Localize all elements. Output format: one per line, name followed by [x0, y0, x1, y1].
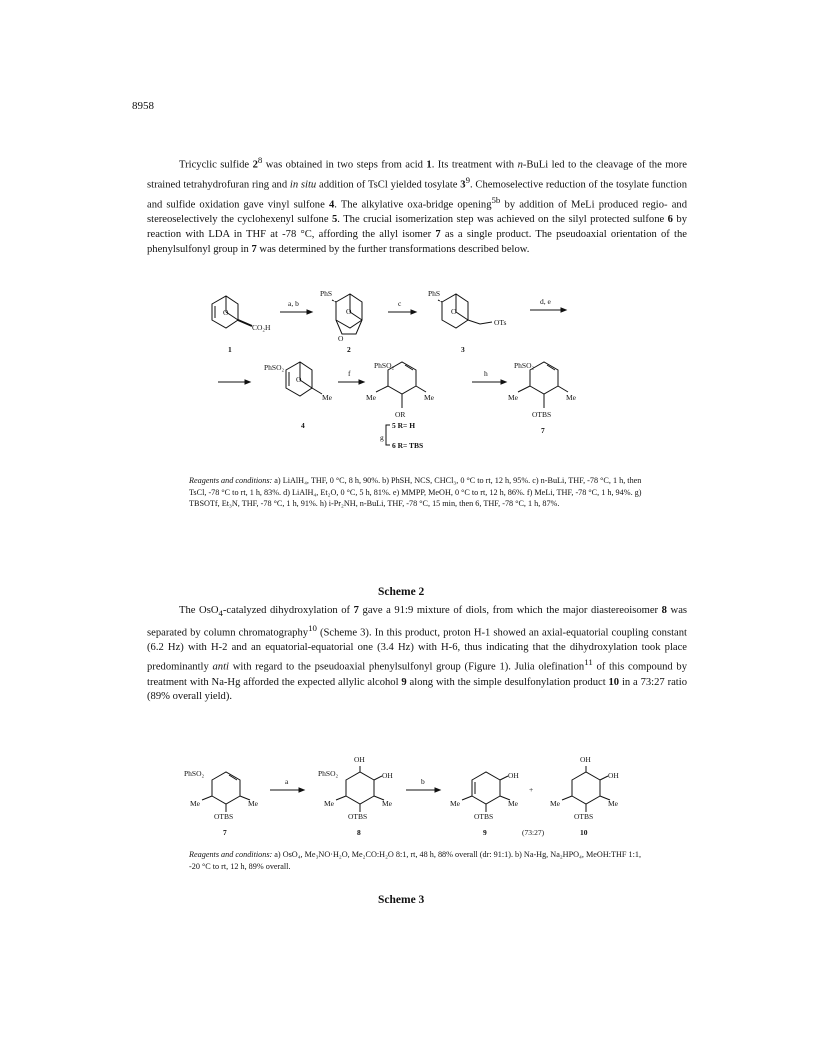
atom-label: PhSO₂ [374, 361, 395, 370]
atom-label: O [338, 334, 344, 343]
arrow-label: b [421, 777, 425, 786]
compound-ref: 7 [251, 243, 257, 255]
text: -BuLi led to the cleavage of the more strained tetrahydrofuran ring and [147, 159, 687, 191]
compound-4-structure [286, 362, 322, 396]
compound-ref: 2 [252, 159, 258, 171]
reference: 9 [465, 175, 470, 186]
compound-ref: 9 [401, 676, 407, 688]
scheme-3-diagram [176, 755, 656, 844]
reference: 11 [584, 657, 593, 668]
atom-label: OH [608, 771, 619, 780]
atom-label: PhSO₂ [264, 363, 285, 372]
paragraph-2 [147, 604, 687, 705]
arrow-label: c [398, 299, 402, 308]
reference: 8 [257, 155, 263, 165]
atom-label: Me [508, 799, 518, 808]
compound-8-structure [336, 766, 384, 812]
atom-label: OTs [494, 318, 507, 327]
compound-ref: 7 [353, 605, 359, 616]
scheme-3-title: Scheme 3 [378, 894, 425, 906]
arrow-label: a [285, 777, 289, 786]
text: with regard to the pseudoaxial phenylsulfonyl group (Figure 1). Julia olefination [228, 661, 585, 673]
atom-label: OTBS [214, 812, 234, 821]
page-number: 8958 [132, 100, 154, 112]
scheme-3-reagents [189, 849, 651, 872]
reference: 5b [491, 195, 501, 206]
compound-ref: 8 [661, 605, 667, 616]
atom-label: O [346, 307, 352, 316]
atom-label: OR [395, 410, 406, 419]
text: was obtained in two steps from acid [262, 159, 427, 171]
atom-label: Me [508, 393, 518, 402]
arrow-label: f [348, 369, 351, 378]
atom-label: OH [382, 771, 393, 780]
atom-label: OTBS [574, 812, 594, 821]
atom-label: O [296, 375, 302, 384]
text: (Scheme 3). In this product, proton H-1 showed an axial-equatorial coupling constant (6.2 Hz) with H-2 and an equatorial-equatorial one (3.4 Hz) with H-6, thus indicating that the dihydroxylation took place predominantly [147, 627, 687, 673]
text: in situ [289, 179, 317, 191]
compound-9-structure [462, 772, 510, 812]
compound-ref: 4 [328, 199, 335, 211]
compound-3-structure [438, 294, 492, 328]
atom-label: Me [450, 799, 460, 808]
atom-label: OH [354, 755, 365, 764]
compound-7-structure [202, 772, 250, 812]
compound-number: 4 [301, 421, 305, 430]
atom-label: Me [248, 799, 258, 808]
text: . Chemoselective reduction of the tosylate function and sulfide oxidation gave vinyl sulfone [147, 179, 687, 211]
text: -catalyzed dihydroxylation of [222, 605, 354, 616]
reference: 10 [308, 622, 317, 633]
reagents-heading: Reagents and conditions: [189, 850, 273, 859]
text: . Its treatment with [431, 159, 518, 171]
atom-label: O [451, 307, 457, 316]
reagents-text: a) LiAlH₄, THF, 0 °C, 8 h, 90%. b) PhSH, NCS, CHCl₃, 0 °C to rt, 12 h, 95%. c) n-BuLi, THF, -78 °C, 1 h, then TsCl, -78 °C to rt, 1 h, 83%. d) LiAlH₄, Et₂O, 0 °C, 5 h, 81%. e) MMPP, MeOH, 0 °C to rt, 12 h, 86%. f) MeLi, THF, -78 °C, 1 h, 94%. g) TBSOTf, Et₃N, THF, -78 °C, 1 h, 91%. h) i-Pr₂NH, n-BuLi, THF, -78 °C, 15 min, then 6, THF, -78 °C, 1 h, 87%. [189, 476, 642, 509]
atom-label: OTBS [532, 410, 552, 419]
compound-ref: 1 [426, 159, 432, 171]
arrow-label: g [380, 433, 384, 442]
text: as a single product. The pseudoaxial orientation of the phenylsulfonyl group in [147, 228, 687, 255]
atom-label: PhS [428, 289, 441, 298]
atom-label: CO₂H [252, 323, 271, 332]
compound-number: 3 [461, 345, 465, 354]
text: Tricyclic sulfide [179, 159, 253, 171]
atom-label: Me [366, 393, 376, 402]
text: was separated by column chromatography [147, 605, 688, 639]
paragraph-1 [147, 153, 687, 257]
text: . The alkylative oxa-bridge opening [334, 199, 492, 211]
atom-label: Me [566, 393, 576, 402]
compound-10-structure [562, 766, 610, 812]
atom-label: Me [190, 799, 200, 808]
compound-ref: 6 [667, 214, 673, 226]
text: n [517, 159, 523, 171]
atom-label: Me [608, 799, 618, 808]
text: along with the simple desulfonylation product [406, 676, 609, 688]
text: of this compound by treatment with Na-Hg afforded the expected allylic alcohol [147, 661, 688, 688]
atom-label: PhSO₂ [514, 361, 535, 370]
atom-label: OTBS [348, 812, 368, 821]
compound-ref: 10 [608, 676, 620, 688]
compound-ref: 5 [332, 214, 338, 226]
atom-label: PhSO₂ [184, 769, 205, 778]
scheme-2-diagram [180, 282, 650, 462]
compound-number: 7 [223, 828, 227, 837]
atom-label: Me [322, 393, 332, 402]
product-ratio: (73:27) [522, 828, 545, 837]
text: . The crucial isomerization step was achieved on the silyl protected sulfone [337, 214, 668, 226]
compound-number: 6 R= TBS [392, 441, 424, 450]
bracket-g [386, 425, 390, 445]
scheme-2-title: Scheme 2 [378, 586, 425, 598]
text: by addition of MeLi produced regio- and stereoselectively the cyclohexenyl sulfone [147, 199, 687, 226]
arrow-label: d, e [540, 297, 551, 306]
text: The OsO [179, 605, 219, 616]
arrow-label: h [484, 369, 488, 378]
atom-label: Me [324, 799, 334, 808]
atom-label: OH [580, 755, 591, 764]
atom-label: OTBS [474, 812, 494, 821]
atom-label: O [223, 308, 229, 317]
compound-ref: 3 [460, 179, 466, 191]
atom-label: Me [382, 799, 392, 808]
atom-label: OH [508, 771, 519, 780]
reagents-heading: Reagents and conditions: [189, 476, 273, 485]
text: in a 73:27 ratio (89% overall yield). [147, 676, 687, 703]
reagents-text: a) OsO₄, Me₃NO·H₂O, Me₂CO:H₂O 8:1, rt, 48 h, 88% overall (dr: 91:1). b) Na-Hg, Na₂HPO₄, MeOH:THF 1:1, -20 °C to rt, 12 h, 89% overall. [189, 850, 642, 871]
text: addition of TsCl yielded tosylate [316, 179, 461, 191]
text: gave a 91:9 mixture of diols, from which the major diastereoisomer [358, 605, 662, 616]
compound-number: 1 [228, 345, 232, 354]
compound-number: 2 [347, 345, 351, 354]
atom-label: PhSO₂ [318, 769, 339, 778]
text: anti [212, 661, 229, 673]
compound-number: 10 [580, 828, 588, 837]
text: by reaction with LDA in THF at -78 °C, affording the allyl isomer [147, 214, 687, 240]
text: 4 [218, 608, 223, 619]
compound-ref: 7 [435, 228, 441, 240]
text: was determined by the further transformations described below. [256, 243, 530, 255]
compound-1-structure [212, 296, 252, 328]
compound-number: 5 R= H [392, 421, 416, 430]
compound-number: 9 [483, 828, 487, 837]
compound-number: 7 [541, 426, 545, 435]
atom-label: Me [550, 799, 560, 808]
atom-label: Me [424, 393, 434, 402]
compound-number: 8 [357, 828, 361, 837]
atom-label: PhS [320, 289, 333, 298]
arrow-label: a, b [288, 299, 299, 308]
scheme-2-reagents [189, 475, 651, 510]
plus-sign: + [529, 785, 534, 794]
